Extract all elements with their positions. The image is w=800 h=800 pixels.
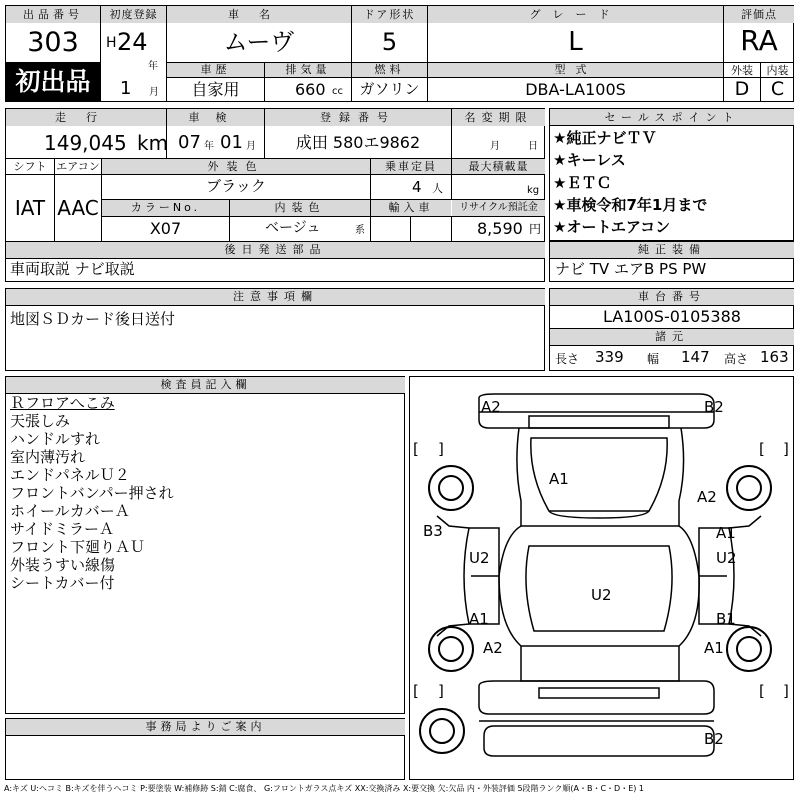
- recycle-fee-unit: 円: [529, 222, 542, 236]
- aircon-label: エアコン: [56, 160, 100, 173]
- capacity-label: 乗車定員: [371, 159, 451, 174]
- month-unit: 月: [149, 87, 159, 98]
- mileage-label: 走行: [6, 109, 166, 126]
- inspector-line: Ｒフロアへこみ: [10, 394, 115, 412]
- inspection-year-unit: 年: [204, 141, 214, 152]
- sales-point-item: ★純正ナビＴＶ: [553, 129, 657, 147]
- genuine-equipment-label: 純正装備: [550, 242, 794, 258]
- inspector-label: 検査員記入欄: [6, 377, 405, 393]
- damage-mark: B3: [423, 522, 443, 540]
- exterior-color: ブラック: [206, 177, 266, 195]
- bracket-mark: [: [759, 682, 765, 700]
- grade-label: グレード: [428, 6, 723, 23]
- inspector-line: ホイールカバーＡ: [10, 502, 130, 520]
- name-change-label: 名変期限: [452, 109, 545, 126]
- inspector-line: 室内薄汚れ: [10, 448, 86, 466]
- first-registration-month: 1: [120, 78, 132, 99]
- specs-label: 諸元: [550, 329, 794, 345]
- score-label: 評価点: [724, 6, 794, 23]
- inspector-line: 天張しみ: [10, 412, 71, 430]
- door-count: 5: [381, 28, 398, 56]
- capacity: 4: [412, 178, 422, 196]
- mileage: 149,045: [44, 131, 127, 155]
- damage-mark: B2: [704, 730, 724, 748]
- notes-label: 注意事項欄: [6, 289, 545, 305]
- interior-color-label: 内装色: [230, 200, 370, 216]
- bracket-mark: ]: [783, 682, 789, 700]
- plate-number: 成田 580エ9862: [295, 133, 421, 152]
- fuel-type: ガソリン: [359, 80, 420, 98]
- model-code: DBA-LA100S: [525, 80, 626, 99]
- car-condition-diagram: [409, 376, 789, 780]
- damage-mark: A1: [469, 610, 489, 628]
- later-parts-label: 後日発送部品: [6, 242, 545, 258]
- overall-score: RA: [740, 24, 778, 57]
- car-outline: [409, 376, 794, 780]
- recycle-label: リサイクル預託金: [452, 200, 545, 216]
- grade-value: L: [568, 27, 583, 57]
- later-parts: 車両取説 ナビ取説: [10, 260, 135, 278]
- damage-mark: A2: [481, 398, 501, 416]
- inspection-month: 01: [220, 132, 243, 153]
- model-code-label: 型式: [428, 63, 723, 77]
- damage-mark: A1: [716, 524, 736, 542]
- exterior-score: D: [734, 78, 750, 100]
- vehicle-history: 自家用: [191, 80, 240, 99]
- legend-footer: A:キズ U:ヘコミ B:キズを伴うヘコミ P:要塗装 W:補修跡 S:錆 C:腐食、 G:フロントガラス点キズ XX:交換済み X:要交換 欠:欠品 内・外装評価 5段階ランク順(A・B・C・D・E) 1: [4, 784, 645, 793]
- interior-score: C: [770, 78, 785, 100]
- damage-mark: B2: [704, 398, 724, 416]
- inspector-line: サイドミラーＡ: [10, 520, 114, 538]
- office-label: 事務局よりご案内: [6, 719, 405, 735]
- damage-mark: A2: [483, 639, 503, 657]
- interior-color-unit: 系: [355, 225, 365, 236]
- inspector-line: シートカバー付: [10, 574, 115, 592]
- name-change-day-unit: 日: [528, 141, 538, 152]
- shift-type: IAT: [14, 196, 46, 220]
- sales-point-item: ★車検令和7年1月まで: [553, 196, 708, 214]
- shift-label: シフト: [13, 160, 47, 173]
- inspection-month-unit: 月: [246, 141, 256, 152]
- interior-color: ベージュ: [265, 220, 321, 236]
- bracket-mark: ]: [438, 440, 444, 458]
- color-number-label: カラーNo.: [102, 200, 229, 216]
- lot-number: 303: [27, 27, 79, 58]
- width: 147: [681, 348, 710, 366]
- inspector-line: フロント下廻りＡＵ: [10, 538, 146, 556]
- car-name: ムーヴ: [223, 28, 295, 56]
- color-number: X07: [149, 219, 182, 238]
- interior-score-label: 内装: [766, 64, 789, 77]
- notes-text: 地図ＳＤカード後日送付: [10, 310, 176, 328]
- sales-point-item: ★ＥＴＣ: [553, 174, 612, 192]
- name-change-month-unit: 月: [490, 141, 500, 152]
- inspection-label: 車検: [167, 109, 264, 126]
- inspection-year: 07: [178, 132, 201, 153]
- height-label: 高さ: [724, 352, 749, 366]
- bracket-mark: [: [413, 682, 419, 700]
- height: 163: [760, 348, 789, 366]
- exterior-color-label: 外装色: [102, 159, 370, 174]
- chassis-number: LA100S-0105388: [603, 307, 741, 326]
- car-name-label: 車名: [167, 6, 351, 23]
- max-load-unit: kg: [527, 185, 540, 196]
- first-registration-year: 24: [117, 28, 148, 56]
- width-label: 幅: [647, 352, 660, 366]
- sales-point-item: ★オートエアコン: [553, 218, 671, 236]
- first-registration-label: 初度登録: [101, 6, 166, 23]
- displacement-label: 排気量: [265, 63, 351, 77]
- plate-label: 登録番号: [265, 109, 451, 126]
- damage-mark: U2: [591, 586, 612, 604]
- damage-mark: A1: [549, 470, 569, 488]
- chassis-label: 車台番号: [550, 289, 794, 305]
- genuine-equipment: ナビ TV エアB PS PW: [555, 260, 707, 278]
- inspector-line: 外装うすい線傷: [10, 556, 116, 574]
- displacement: 660: [295, 80, 326, 99]
- damage-mark: A1: [704, 639, 724, 657]
- mileage-unit: km: [137, 131, 169, 155]
- length: 339: [595, 348, 624, 366]
- first-listing-badge: 初出品: [6, 63, 100, 101]
- length-label: 長さ: [555, 352, 580, 366]
- capacity-unit: 人: [432, 182, 443, 195]
- door-type-label: ドア形状: [352, 6, 427, 23]
- max-load-label: 最大積載量: [452, 159, 545, 174]
- recycle-fee: 8,590: [477, 219, 523, 238]
- bracket-mark: [: [413, 440, 419, 458]
- displacement-unit: cc: [332, 86, 343, 97]
- exterior-score-label: 外装: [731, 64, 753, 77]
- aircon-type: AAC: [57, 196, 99, 220]
- era-letter: H: [106, 35, 117, 51]
- sales-points-label: セールスポイント: [550, 109, 794, 126]
- sales-point-item: ★キーレス: [553, 151, 626, 169]
- damage-mark: U2: [716, 549, 737, 567]
- inspector-line: ハンドルすれ: [10, 430, 101, 448]
- bracket-mark: [: [759, 440, 765, 458]
- bracket-mark: ]: [783, 440, 789, 458]
- history-label: 車歴: [167, 63, 264, 77]
- bracket-mark: ]: [438, 682, 444, 700]
- damage-mark: U2: [469, 549, 490, 567]
- damage-mark: B1: [716, 610, 736, 628]
- lot-number-label: 出品番号: [6, 6, 100, 23]
- inspector-line: フロントバンパー押され: [10, 484, 174, 502]
- damage-mark: A2: [697, 488, 717, 506]
- year-unit: 年: [148, 61, 158, 72]
- inspector-line: エンドパネルＵ２: [10, 466, 130, 484]
- import-label: 輸入車: [371, 200, 451, 216]
- fuel-label: 燃料: [352, 63, 427, 77]
